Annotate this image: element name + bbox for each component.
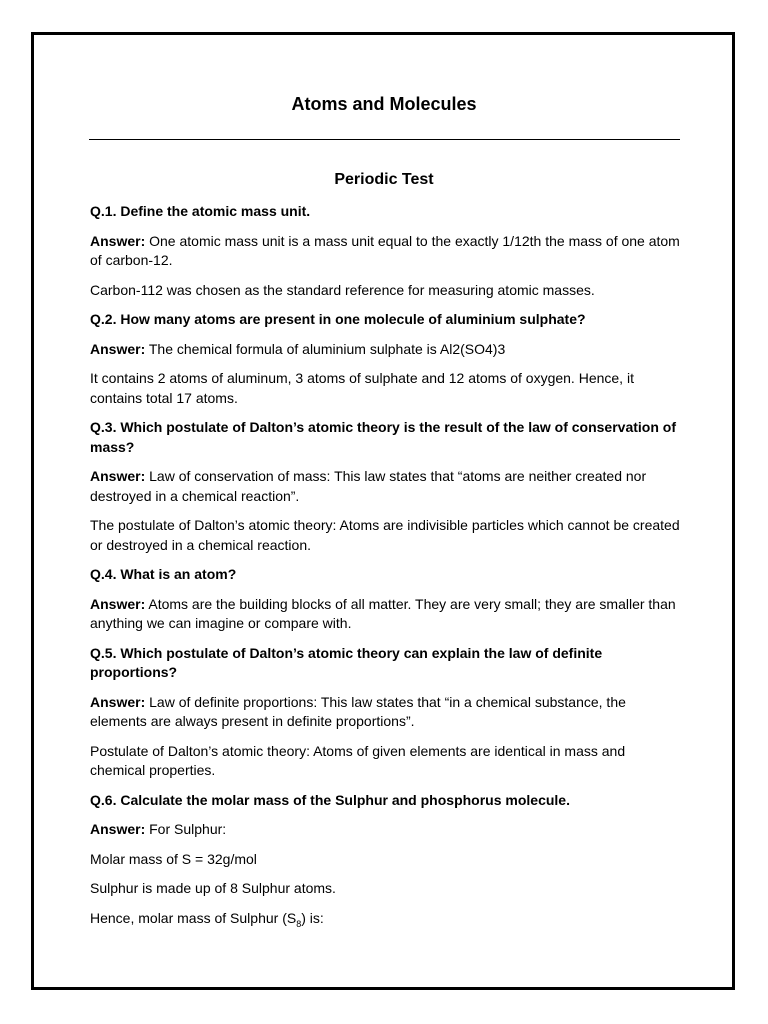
document-body (90, 202, 682, 938)
section-title: Periodic Test (334, 171, 434, 188)
answer-label: Answer: (90, 232, 146, 249)
answer-paragraph (90, 340, 682, 360)
answer-label: Answer: (90, 693, 146, 710)
body-paragraph: Sulphur is made up of 8 Sulphur atoms. (90, 880, 336, 896)
answer-label: Answer: (90, 595, 146, 612)
body-paragraph: Molar mass of S = 32g/mol (90, 850, 257, 867)
question-text: Q.2. How many atoms are present in one molecule of aluminium sulphate? (90, 311, 586, 327)
answer-paragraph (90, 820, 682, 840)
answer-paragraph (90, 232, 682, 271)
answer-label: Answer: (90, 468, 146, 484)
question-text: Q.3. Which postulate of Dalton’s atomic theory is the result of the law of conservation of mass? (90, 419, 676, 455)
title-divider (89, 139, 680, 140)
final-line-tail: ) is: (301, 909, 324, 926)
answer-paragraph (90, 595, 682, 634)
answer-text: Atoms are the building blocks of all matter. They are very small; they are smaller than anything we can imagine or compare with. (90, 595, 676, 631)
answer-text: For Sulphur: (149, 821, 227, 837)
body-paragraph: The postulate of Dalton’s atomic theory: Atoms are indivisible particles which cannot be created or destroyed in a chemical reaction. (90, 517, 680, 553)
body-paragraph: Carbon-112 was chosen as the standard reference for measuring atomic masses. (90, 281, 595, 298)
answer-text: The chemical formula of aluminium sulphate is Al2(SO4)3 (148, 340, 506, 357)
qa-list (90, 202, 682, 899)
final-line-subscript: 8 (296, 918, 302, 929)
final-line-text: Hence, molar mass of Sulphur (S (90, 909, 297, 926)
answer-text: Law of conservation of mass: This law states that “atoms are neither created nor destroyed in a chemical reaction”. (90, 468, 647, 504)
question-text: Q.6. Calculate the molar mass of the Sulphur and phosphorus molecule. (90, 791, 570, 808)
answer-label: Answer: (90, 340, 146, 357)
answer-paragraph (90, 693, 682, 732)
final-line (90, 909, 682, 929)
document-title: Atoms and Molecules (291, 94, 477, 114)
question-text: Q.1. Define the atomic mass unit. (90, 203, 311, 219)
body-paragraph: It contains 2 atoms of aluminum, 3 atoms of sulphate and 12 atoms of oxygen. Hence, it contains total 17 atoms. (90, 370, 634, 406)
answer-paragraph (90, 467, 682, 506)
body-paragraph: Postulate of Dalton’s atomic theory: Atoms of given elements are identical in mass and chemical properties. (90, 742, 626, 778)
answer-text: Law of definite proportions: This law states that “in a chemical substance, the elements are always present in definite proportions”. (90, 693, 626, 729)
answer-label: Answer: (90, 821, 146, 837)
question-text: Q.4. What is an atom? (90, 566, 237, 582)
question-text: Q.5. Which postulate of Dalton’s atomic theory can explain the law of definite proportions? (90, 644, 603, 680)
answer-text: One atomic mass unit is a mass unit equal to the exactly 1/12th the mass of one atom of carbon-12. (90, 232, 680, 268)
